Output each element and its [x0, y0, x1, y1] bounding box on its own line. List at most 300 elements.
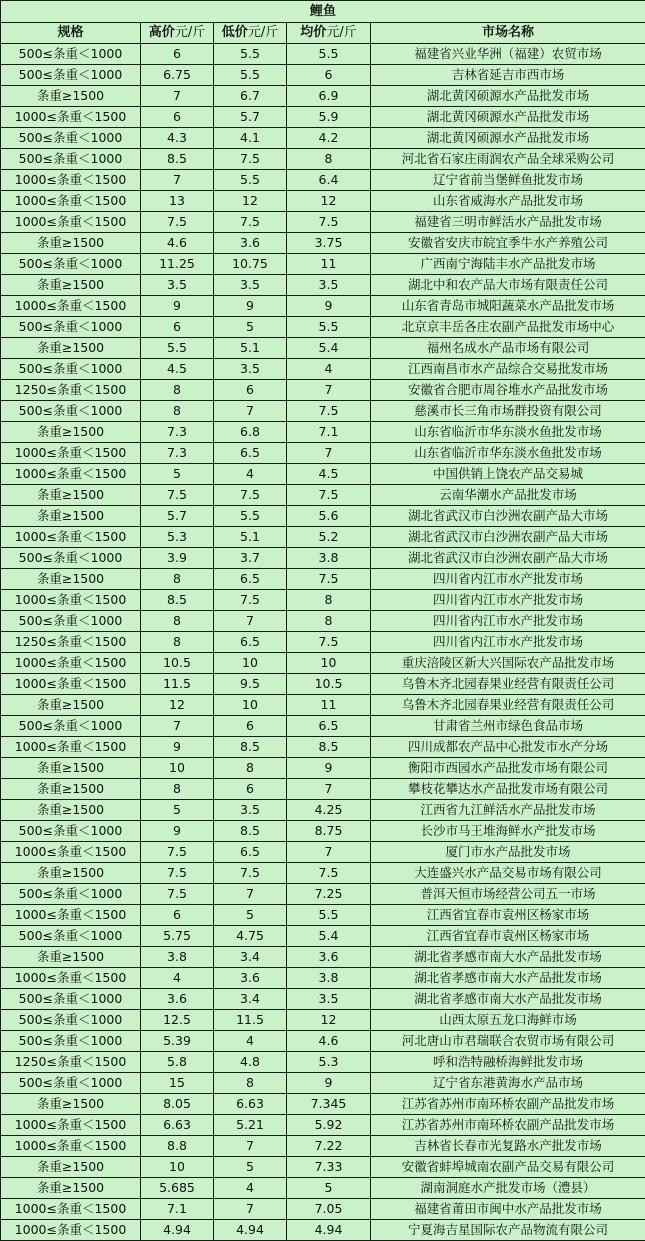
cell-high-price: 8 [141, 401, 214, 422]
cell-avg-price: 3.8 [287, 548, 371, 569]
cell-low-price: 4.94 [214, 1220, 287, 1241]
cell-low-price: 7.5 [214, 212, 287, 233]
cell-market-name: 普洱天恒市场经营公司五一市场 [371, 884, 645, 905]
cell-low-price: 3.4 [214, 989, 287, 1010]
table-row [1, 107, 645, 128]
cell-market-name: 吉林省长春市光复路水产批发市场 [371, 1136, 645, 1157]
cell-spec: 条重≥1500 [1, 485, 141, 506]
cell-avg-price: 7 [287, 380, 371, 401]
cell-high-price: 7 [141, 170, 214, 191]
cell-high-price: 4 [141, 968, 214, 989]
table-row [1, 800, 645, 821]
cell-avg-price: 4.6 [287, 1031, 371, 1052]
table-row [1, 569, 645, 590]
cell-market-name: 四川省内江市水产批发市场 [371, 611, 645, 632]
table-row [1, 863, 645, 884]
table-row [1, 779, 645, 800]
table-row [1, 1115, 645, 1136]
table-title: 鲤鱼 [1, 1, 645, 23]
cell-avg-price: 5.6 [287, 506, 371, 527]
cell-market-name: 北京京丰岳各庄农副产品批发市场中心 [371, 317, 645, 338]
cell-high-price: 8.05 [141, 1094, 214, 1115]
cell-low-price: 10 [214, 653, 287, 674]
cell-spec: 500≤条重＜1000 [1, 716, 141, 737]
cell-avg-price: 5.4 [287, 926, 371, 947]
cell-high-price: 5.7 [141, 506, 214, 527]
cell-spec: 1000≤条重＜1500 [1, 1115, 141, 1136]
cell-spec: 500≤条重＜1000 [1, 1073, 141, 1094]
table-row [1, 1199, 645, 1220]
cell-spec: 500≤条重＜1000 [1, 317, 141, 338]
cell-spec: 条重≥1500 [1, 506, 141, 527]
cell-market-name: 江西省宜春市袁州区杨家市场 [371, 926, 645, 947]
cell-avg-price: 5.5 [287, 44, 371, 65]
table-row [1, 1031, 645, 1052]
cell-market-name: 山东省临沂市华东淡水鱼批发市场 [371, 422, 645, 443]
cell-avg-price: 11 [287, 695, 371, 716]
cell-low-price: 3.6 [214, 968, 287, 989]
cell-high-price: 5 [141, 800, 214, 821]
table-row [1, 926, 645, 947]
cell-market-name: 福州名成水产品市场有限公司 [371, 338, 645, 359]
cell-high-price: 6 [141, 317, 214, 338]
table-row [1, 233, 645, 254]
cell-avg-price: 6 [287, 65, 371, 86]
cell-spec: 1250≤条重＜1500 [1, 1052, 141, 1073]
cell-market-name: 安徽省安庆市皖宜季牛水产养殖公司 [371, 233, 645, 254]
cell-spec: 1000≤条重＜1500 [1, 968, 141, 989]
cell-market-name: 湖北中和农产品大市场有限责任公司 [371, 275, 645, 296]
table-row [1, 65, 645, 86]
cell-low-price: 6.5 [214, 569, 287, 590]
cell-high-price: 7.5 [141, 884, 214, 905]
cell-spec: 条重≥1500 [1, 1094, 141, 1115]
table-row [1, 527, 645, 548]
cell-high-price: 9 [141, 296, 214, 317]
cell-market-name: 山东省临沂市华东淡水鱼批发市场 [371, 443, 645, 464]
cell-avg-price: 7.5 [287, 863, 371, 884]
cell-market-name: 辽宁省前当堡鲜鱼批发市场 [371, 170, 645, 191]
cell-avg-price: 7.5 [287, 212, 371, 233]
cell-low-price: 3.5 [214, 275, 287, 296]
table-row [1, 1178, 645, 1199]
cell-low-price: 3.5 [214, 800, 287, 821]
cell-low-price: 6 [214, 716, 287, 737]
cell-spec: 条重≥1500 [1, 422, 141, 443]
cell-spec: 条重≥1500 [1, 1157, 141, 1178]
cell-low-price: 8 [214, 1073, 287, 1094]
cell-avg-price: 5.4 [287, 338, 371, 359]
cell-low-price: 5.1 [214, 527, 287, 548]
header-market-name: 市场名称 [371, 23, 645, 44]
cell-avg-price: 12 [287, 1010, 371, 1031]
table-row [1, 359, 645, 380]
cell-avg-price: 5.5 [287, 317, 371, 338]
cell-market-name: 湖南洞庭水产批发市场（澧县） [371, 1178, 645, 1199]
cell-low-price: 7.5 [214, 590, 287, 611]
cell-market-name: 乌鲁木齐北园春果业经营有限责任公司 [371, 695, 645, 716]
cell-avg-price: 8 [287, 611, 371, 632]
cell-high-price: 11.25 [141, 254, 214, 275]
cell-spec: 1000≤条重＜1500 [1, 674, 141, 695]
cell-spec: 条重≥1500 [1, 233, 141, 254]
table-row [1, 905, 645, 926]
cell-low-price: 9 [214, 296, 287, 317]
table-row [1, 1010, 645, 1031]
table-body [1, 44, 645, 1241]
cell-spec: 条重≥1500 [1, 695, 141, 716]
cell-high-price: 6.75 [141, 65, 214, 86]
cell-avg-price: 4.94 [287, 1220, 371, 1241]
cell-market-name: 湖北黄冈硕源水产品批发市场 [371, 107, 645, 128]
cell-avg-price: 8 [287, 149, 371, 170]
cell-avg-price: 3.5 [287, 989, 371, 1010]
table-row [1, 1073, 645, 1094]
table-row [1, 296, 645, 317]
cell-low-price: 5.5 [214, 170, 287, 191]
cell-high-price: 4.94 [141, 1220, 214, 1241]
cell-high-price: 3.6 [141, 989, 214, 1010]
cell-high-price: 5.8 [141, 1052, 214, 1073]
cell-spec: 条重≥1500 [1, 758, 141, 779]
cell-low-price: 4.8 [214, 1052, 287, 1073]
cell-high-price: 5.5 [141, 338, 214, 359]
cell-spec: 1250≤条重＜1500 [1, 632, 141, 653]
header-low-price: 低价元/斤 [214, 23, 287, 44]
cell-avg-price: 5.5 [287, 905, 371, 926]
cell-spec: 1000≤条重＜1500 [1, 1220, 141, 1241]
cell-spec: 条重≥1500 [1, 86, 141, 107]
cell-market-name: 福建省三明市鲜活水产品批发市场 [371, 212, 645, 233]
cell-high-price: 4.6 [141, 233, 214, 254]
cell-low-price: 6 [214, 380, 287, 401]
cell-avg-price: 9 [287, 1073, 371, 1094]
cell-market-name: 河北唐山市君瑞联合农贸市场有限公司 [371, 1031, 645, 1052]
table-row [1, 317, 645, 338]
cell-avg-price: 7.22 [287, 1136, 371, 1157]
cell-high-price: 5.685 [141, 1178, 214, 1199]
cell-high-price: 8 [141, 632, 214, 653]
cell-low-price: 3.7 [214, 548, 287, 569]
table-row [1, 1136, 645, 1157]
cell-market-name: 大连盛兴水产品交易市场有限公司 [371, 863, 645, 884]
cell-avg-price: 8.75 [287, 821, 371, 842]
cell-high-price: 8.5 [141, 590, 214, 611]
cell-low-price: 5.21 [214, 1115, 287, 1136]
cell-spec: 500≤条重＜1000 [1, 359, 141, 380]
cell-spec: 500≤条重＜1000 [1, 254, 141, 275]
cell-avg-price: 5.92 [287, 1115, 371, 1136]
table-row [1, 758, 645, 779]
cell-market-name: 乌鲁木齐北园春果业经营有限责任公司 [371, 674, 645, 695]
cell-market-name: 长沙市马王堆海鲜水产批发市场 [371, 821, 645, 842]
cell-low-price: 7 [214, 1136, 287, 1157]
cell-market-name: 福建省莆田市闽中水产品批发市场 [371, 1199, 645, 1220]
cell-spec: 条重≥1500 [1, 275, 141, 296]
cell-high-price: 11.5 [141, 674, 214, 695]
cell-avg-price: 11 [287, 254, 371, 275]
table-row [1, 716, 645, 737]
cell-market-name: 江苏省苏州市南环桥农副产品批发市场 [371, 1115, 645, 1136]
cell-high-price: 8 [141, 611, 214, 632]
cell-market-name: 湖北省武汉市白沙洲农副产品大市场 [371, 548, 645, 569]
cell-high-price: 5 [141, 464, 214, 485]
cell-market-name: 安徽省合肥市周谷堆水产品批发市场 [371, 380, 645, 401]
cell-spec: 1000≤条重＜1500 [1, 905, 141, 926]
cell-market-name: 衡阳市西园水产品批发市场有限公司 [371, 758, 645, 779]
cell-market-name: 重庆涪陵区新大兴国际农产品批发市场 [371, 653, 645, 674]
cell-high-price: 3.9 [141, 548, 214, 569]
cell-low-price: 5 [214, 905, 287, 926]
cell-avg-price: 7.5 [287, 485, 371, 506]
cell-market-name: 湖北省孝感市南大水产品批发市场 [371, 968, 645, 989]
cell-low-price: 4 [214, 464, 287, 485]
cell-low-price: 4.75 [214, 926, 287, 947]
cell-low-price: 8.5 [214, 821, 287, 842]
cell-high-price: 8 [141, 779, 214, 800]
table-row [1, 632, 645, 653]
cell-market-name: 厦门市水产品批发市场 [371, 842, 645, 863]
cell-low-price: 10 [214, 695, 287, 716]
cell-avg-price: 7.5 [287, 401, 371, 422]
cell-market-name: 河北省石家庄雨润农产品全球采购公司 [371, 149, 645, 170]
table-row [1, 464, 645, 485]
cell-spec: 条重≥1500 [1, 338, 141, 359]
cell-market-name: 湖北省武汉市白沙洲农副产品大市场 [371, 506, 645, 527]
table-row [1, 590, 645, 611]
cell-spec: 1000≤条重＜1500 [1, 737, 141, 758]
cell-spec: 500≤条重＜1000 [1, 149, 141, 170]
cell-avg-price: 7.05 [287, 1199, 371, 1220]
cell-low-price: 9.5 [214, 674, 287, 695]
cell-spec: 1250≤条重＜1500 [1, 380, 141, 401]
cell-market-name: 中国供销上饶农产品交易城 [371, 464, 645, 485]
cell-high-price: 12.5 [141, 1010, 214, 1031]
cell-high-price: 10 [141, 758, 214, 779]
cell-high-price: 8 [141, 569, 214, 590]
cell-avg-price: 6.4 [287, 170, 371, 191]
cell-low-price: 5 [214, 317, 287, 338]
table-row [1, 737, 645, 758]
header-high-price: 高价元/斤 [141, 23, 214, 44]
table-row [1, 443, 645, 464]
header-spec: 规格 [1, 23, 141, 44]
cell-avg-price: 7 [287, 443, 371, 464]
table-row [1, 338, 645, 359]
cell-high-price: 12 [141, 695, 214, 716]
cell-avg-price: 8.5 [287, 737, 371, 758]
table-row [1, 674, 645, 695]
cell-high-price: 8.5 [141, 149, 214, 170]
cell-spec: 条重≥1500 [1, 1178, 141, 1199]
cell-market-name: 江西省宜春市袁州区杨家市场 [371, 905, 645, 926]
cell-spec: 500≤条重＜1000 [1, 401, 141, 422]
cell-avg-price: 7.1 [287, 422, 371, 443]
table-row [1, 191, 645, 212]
cell-high-price: 3.8 [141, 947, 214, 968]
cell-high-price: 7.3 [141, 443, 214, 464]
header-row [1, 23, 645, 44]
title-row [1, 1, 645, 23]
cell-market-name: 四川省内江市水产批发市场 [371, 632, 645, 653]
cell-spec: 1000≤条重＜1500 [1, 653, 141, 674]
cell-avg-price: 12 [287, 191, 371, 212]
cell-spec: 1000≤条重＜1500 [1, 464, 141, 485]
table-row [1, 1157, 645, 1178]
cell-market-name: 湖北省武汉市白沙洲农副产品大市场 [371, 527, 645, 548]
cell-high-price: 7 [141, 86, 214, 107]
cell-spec: 条重≥1500 [1, 800, 141, 821]
cell-high-price: 5.3 [141, 527, 214, 548]
cell-spec: 1000≤条重＜1500 [1, 443, 141, 464]
cell-avg-price: 9 [287, 758, 371, 779]
table-row [1, 968, 645, 989]
cell-avg-price: 7.5 [287, 569, 371, 590]
cell-low-price: 8.5 [214, 737, 287, 758]
cell-avg-price: 3.75 [287, 233, 371, 254]
table-row [1, 506, 645, 527]
table-row [1, 821, 645, 842]
cell-market-name: 四川成都农产品中心批发市水产分场 [371, 737, 645, 758]
cell-low-price: 5.5 [214, 65, 287, 86]
cell-high-price: 7 [141, 716, 214, 737]
cell-market-name: 甘肃省兰州市绿色食品市场 [371, 716, 645, 737]
cell-high-price: 10.5 [141, 653, 214, 674]
cell-spec: 1000≤条重＜1500 [1, 107, 141, 128]
cell-market-name: 福建省兴业华洲（福建）农贸市场 [371, 44, 645, 65]
table-row [1, 653, 645, 674]
cell-spec: 500≤条重＜1000 [1, 1031, 141, 1052]
cell-spec: 1000≤条重＜1500 [1, 842, 141, 863]
cell-avg-price: 7.345 [287, 1094, 371, 1115]
cell-avg-price: 10.5 [287, 674, 371, 695]
cell-market-name: 云南华潮水产品批发市场 [371, 485, 645, 506]
cell-low-price: 12 [214, 191, 287, 212]
cell-spec: 1000≤条重＜1500 [1, 1136, 141, 1157]
cell-spec: 条重≥1500 [1, 947, 141, 968]
cell-avg-price: 5.9 [287, 107, 371, 128]
cell-market-name: 江西南昌市水产品综合交易批发市场 [371, 359, 645, 380]
cell-market-name: 湖北省孝感市南大水产品批发市场 [371, 947, 645, 968]
cell-low-price: 6 [214, 779, 287, 800]
table-row [1, 86, 645, 107]
cell-avg-price: 7.25 [287, 884, 371, 905]
cell-market-name: 吉林省延吉市西市场 [371, 65, 645, 86]
cell-spec: 500≤条重＜1000 [1, 65, 141, 86]
cell-avg-price: 6.9 [287, 86, 371, 107]
cell-avg-price: 4 [287, 359, 371, 380]
cell-low-price: 7 [214, 1199, 287, 1220]
cell-spec: 500≤条重＜1000 [1, 44, 141, 65]
cell-market-name: 攀枝花攀达水产品批发市场有限公司 [371, 779, 645, 800]
table-row [1, 842, 645, 863]
cell-low-price: 7.5 [214, 485, 287, 506]
table-row [1, 401, 645, 422]
table-row [1, 548, 645, 569]
cell-spec: 500≤条重＜1000 [1, 128, 141, 149]
cell-avg-price: 4.25 [287, 800, 371, 821]
table-row [1, 170, 645, 191]
cell-spec: 500≤条重＜1000 [1, 1010, 141, 1031]
cell-spec: 500≤条重＜1000 [1, 884, 141, 905]
cell-high-price: 5.39 [141, 1031, 214, 1052]
cell-avg-price: 5.2 [287, 527, 371, 548]
cell-avg-price: 7 [287, 779, 371, 800]
table-row [1, 422, 645, 443]
cell-low-price: 3.5 [214, 359, 287, 380]
cell-high-price: 7.5 [141, 863, 214, 884]
cell-avg-price: 5.3 [287, 1052, 371, 1073]
cell-high-price: 3.5 [141, 275, 214, 296]
cell-spec: 500≤条重＜1000 [1, 548, 141, 569]
cell-spec: 500≤条重＜1000 [1, 989, 141, 1010]
table-row [1, 611, 645, 632]
cell-low-price: 4.1 [214, 128, 287, 149]
cell-avg-price: 7.33 [287, 1157, 371, 1178]
cell-market-name: 湖北黄冈硕源水产品批发市场 [371, 128, 645, 149]
table-row [1, 44, 645, 65]
table-row [1, 947, 645, 968]
cell-spec: 500≤条重＜1000 [1, 926, 141, 947]
cell-spec: 条重≥1500 [1, 569, 141, 590]
cell-low-price: 5 [214, 1157, 287, 1178]
cell-high-price: 13 [141, 191, 214, 212]
cell-low-price: 6.63 [214, 1094, 287, 1115]
cell-low-price: 6.8 [214, 422, 287, 443]
cell-high-price: 9 [141, 821, 214, 842]
table-row [1, 485, 645, 506]
cell-high-price: 7.5 [141, 842, 214, 863]
cell-low-price: 6.5 [214, 632, 287, 653]
cell-high-price: 6 [141, 905, 214, 926]
cell-high-price: 6.63 [141, 1115, 214, 1136]
table-row [1, 884, 645, 905]
cell-low-price: 7 [214, 884, 287, 905]
cell-low-price: 10.75 [214, 254, 287, 275]
table-row [1, 212, 645, 233]
cell-market-name: 江苏省苏州市南环桥农副产品批发市场 [371, 1094, 645, 1115]
cell-market-name: 山东省威海水产品批发市场 [371, 191, 645, 212]
cell-avg-price: 3.8 [287, 968, 371, 989]
cell-high-price: 10 [141, 1157, 214, 1178]
cell-spec: 1000≤条重＜1500 [1, 590, 141, 611]
cell-market-name: 辽宁省东港黄海水产品市场 [371, 1073, 645, 1094]
cell-avg-price: 3.6 [287, 947, 371, 968]
cell-market-name: 四川省内江市水产批发市场 [371, 590, 645, 611]
cell-low-price: 6.7 [214, 86, 287, 107]
cell-high-price: 9 [141, 737, 214, 758]
cell-market-name: 山西太原五龙口海鲜市场 [371, 1010, 645, 1031]
table-row [1, 989, 645, 1010]
cell-avg-price: 10 [287, 653, 371, 674]
cell-high-price: 8 [141, 380, 214, 401]
table-row [1, 1094, 645, 1115]
cell-high-price: 7.3 [141, 422, 214, 443]
cell-spec: 条重≥1500 [1, 779, 141, 800]
header-avg-price: 均价元/斤 [287, 23, 371, 44]
cell-high-price: 15 [141, 1073, 214, 1094]
table-row [1, 1052, 645, 1073]
cell-low-price: 5.7 [214, 107, 287, 128]
cell-low-price: 7.5 [214, 863, 287, 884]
cell-low-price: 3.4 [214, 947, 287, 968]
table-row [1, 1220, 645, 1241]
cell-high-price: 6 [141, 107, 214, 128]
cell-market-name: 四川省内江市水产批发市场 [371, 569, 645, 590]
cell-low-price: 5.1 [214, 338, 287, 359]
table-row [1, 149, 645, 170]
table-row [1, 380, 645, 401]
